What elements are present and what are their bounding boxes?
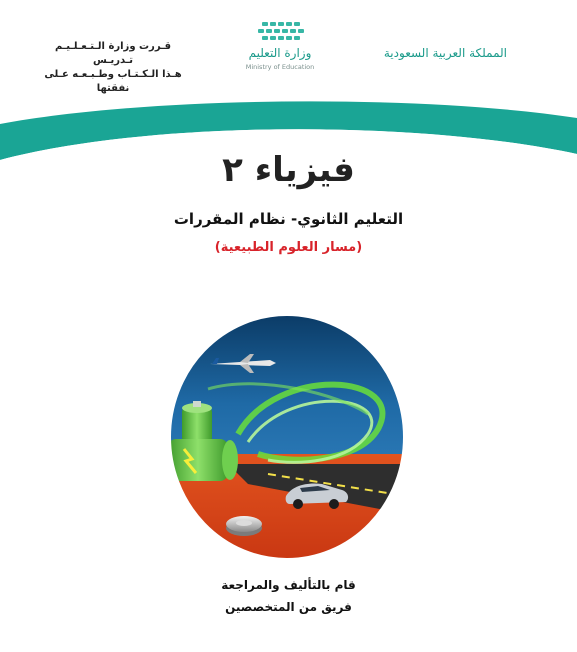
book-subtitle: التعليم الثانوي- نظام المقررات bbox=[173, 210, 404, 228]
ministry-logo bbox=[225, 18, 335, 78]
credits-line-2: فريق من المتخصصين bbox=[225, 600, 352, 614]
decree-text bbox=[44, 40, 182, 96]
ministry-arabic-name: وزارة التعليم bbox=[248, 46, 312, 60]
decree-line-1: قـررت وزارة الـتـعـلـيـم تـدريـس bbox=[54, 41, 172, 66]
track-label: (مسار العلوم الطبيعية) bbox=[214, 240, 363, 255]
kingdom-name: المملكة العربية السعودية bbox=[383, 46, 507, 60]
cover-illustration bbox=[168, 314, 406, 560]
book-title: فيزياء ٢ bbox=[222, 150, 355, 190]
decree-line-2: هـذا الـكـتـاب وطـبـعـه عـلى نفقتها bbox=[44, 69, 182, 94]
ministry-logo-icon bbox=[225, 18, 335, 78]
ministry-english-name: Ministry of Education bbox=[245, 63, 315, 71]
credits-line-1: قام بالتأليف والمراجعة bbox=[221, 578, 356, 592]
